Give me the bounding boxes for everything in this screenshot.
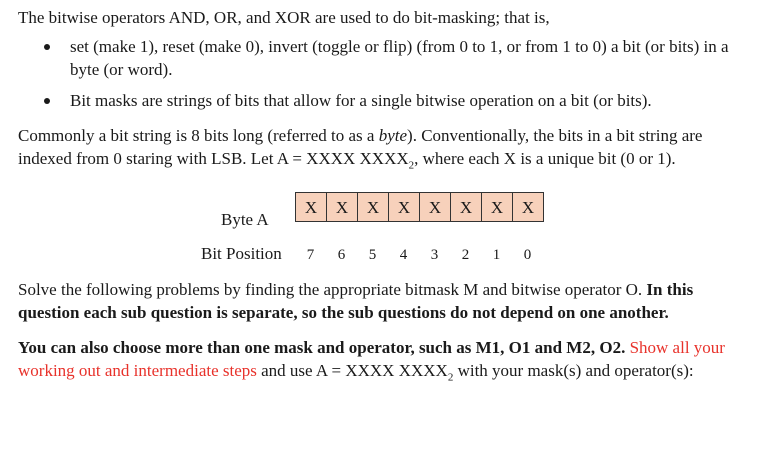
intro-text: The bitwise operators AND, OR, and XOR are used to do bit-masking; that is, (18, 8, 550, 27)
bit-cells (295, 192, 544, 222)
subscript: 2 (408, 159, 415, 172)
bit-position-label: Bit Position (201, 244, 282, 263)
bit-cell: X (419, 192, 451, 222)
highlight-text: Show all your working out and intermediate steps (18, 338, 725, 380)
text-span: ). Conventionally, the bits in a bit string are indexed from 0 staring with LSB. Let A = XXXX XXXX (18, 126, 703, 168)
bit-cell: X (388, 192, 420, 222)
instructions-paragraph (18, 278, 748, 324)
bit-position: 5 (368, 247, 377, 263)
italic-term: byte (378, 126, 408, 145)
bit-cell: X (295, 192, 327, 222)
text-span: Solve the following problems by finding the appropriate bitmask M and bitwise operator O. (18, 280, 647, 299)
text-span: , where each X is a unique bit (0 or 1). (414, 149, 676, 168)
bold-note: In this question each sub question is separate, so the sub questions do not depend on one another. (18, 280, 694, 322)
bit-position: 7 (306, 247, 315, 263)
bit-position: 0 (523, 247, 532, 263)
bit-cell: X (357, 192, 389, 222)
bit-position: 6 (337, 247, 346, 263)
byte-label: Byte A (221, 210, 269, 229)
mask-instructions-paragraph (18, 336, 748, 382)
bit-cell: X (481, 192, 513, 222)
text-span: with your mask(s) and operator(s): (453, 361, 694, 380)
bit-cell: X (326, 192, 358, 222)
bit-position: 2 (461, 247, 470, 263)
bullet-item: set (make 1), reset (make 0), invert (toggle or flip) (from 0 to 1, or from 1 to 0) a bit (or bits) in a byte (or word). (70, 35, 748, 81)
byte-diagram (18, 190, 748, 268)
bit-position: 4 (399, 247, 408, 263)
document-page (18, 6, 748, 382)
bit-position: 3 (430, 247, 439, 263)
text-span: Commonly a bit string is 8 bits long (referred to as a (18, 126, 379, 145)
bit-position: 1 (492, 247, 501, 263)
bullet-list (18, 35, 748, 112)
bit-positions (295, 244, 543, 267)
bit-string-paragraph (18, 124, 748, 170)
text-span: and use A = XXXX XXXX (256, 361, 448, 380)
bit-cell: X (450, 192, 482, 222)
bold-note: You can also choose more than one mask and operator, such as M1, O1 and M2, O2. (18, 338, 630, 357)
bit-cell: X (512, 192, 544, 222)
bullet-item: Bit masks are strings of bits that allow for a single bitwise operation on a bit (or bits). (70, 89, 748, 112)
subscript: 2 (447, 371, 454, 384)
